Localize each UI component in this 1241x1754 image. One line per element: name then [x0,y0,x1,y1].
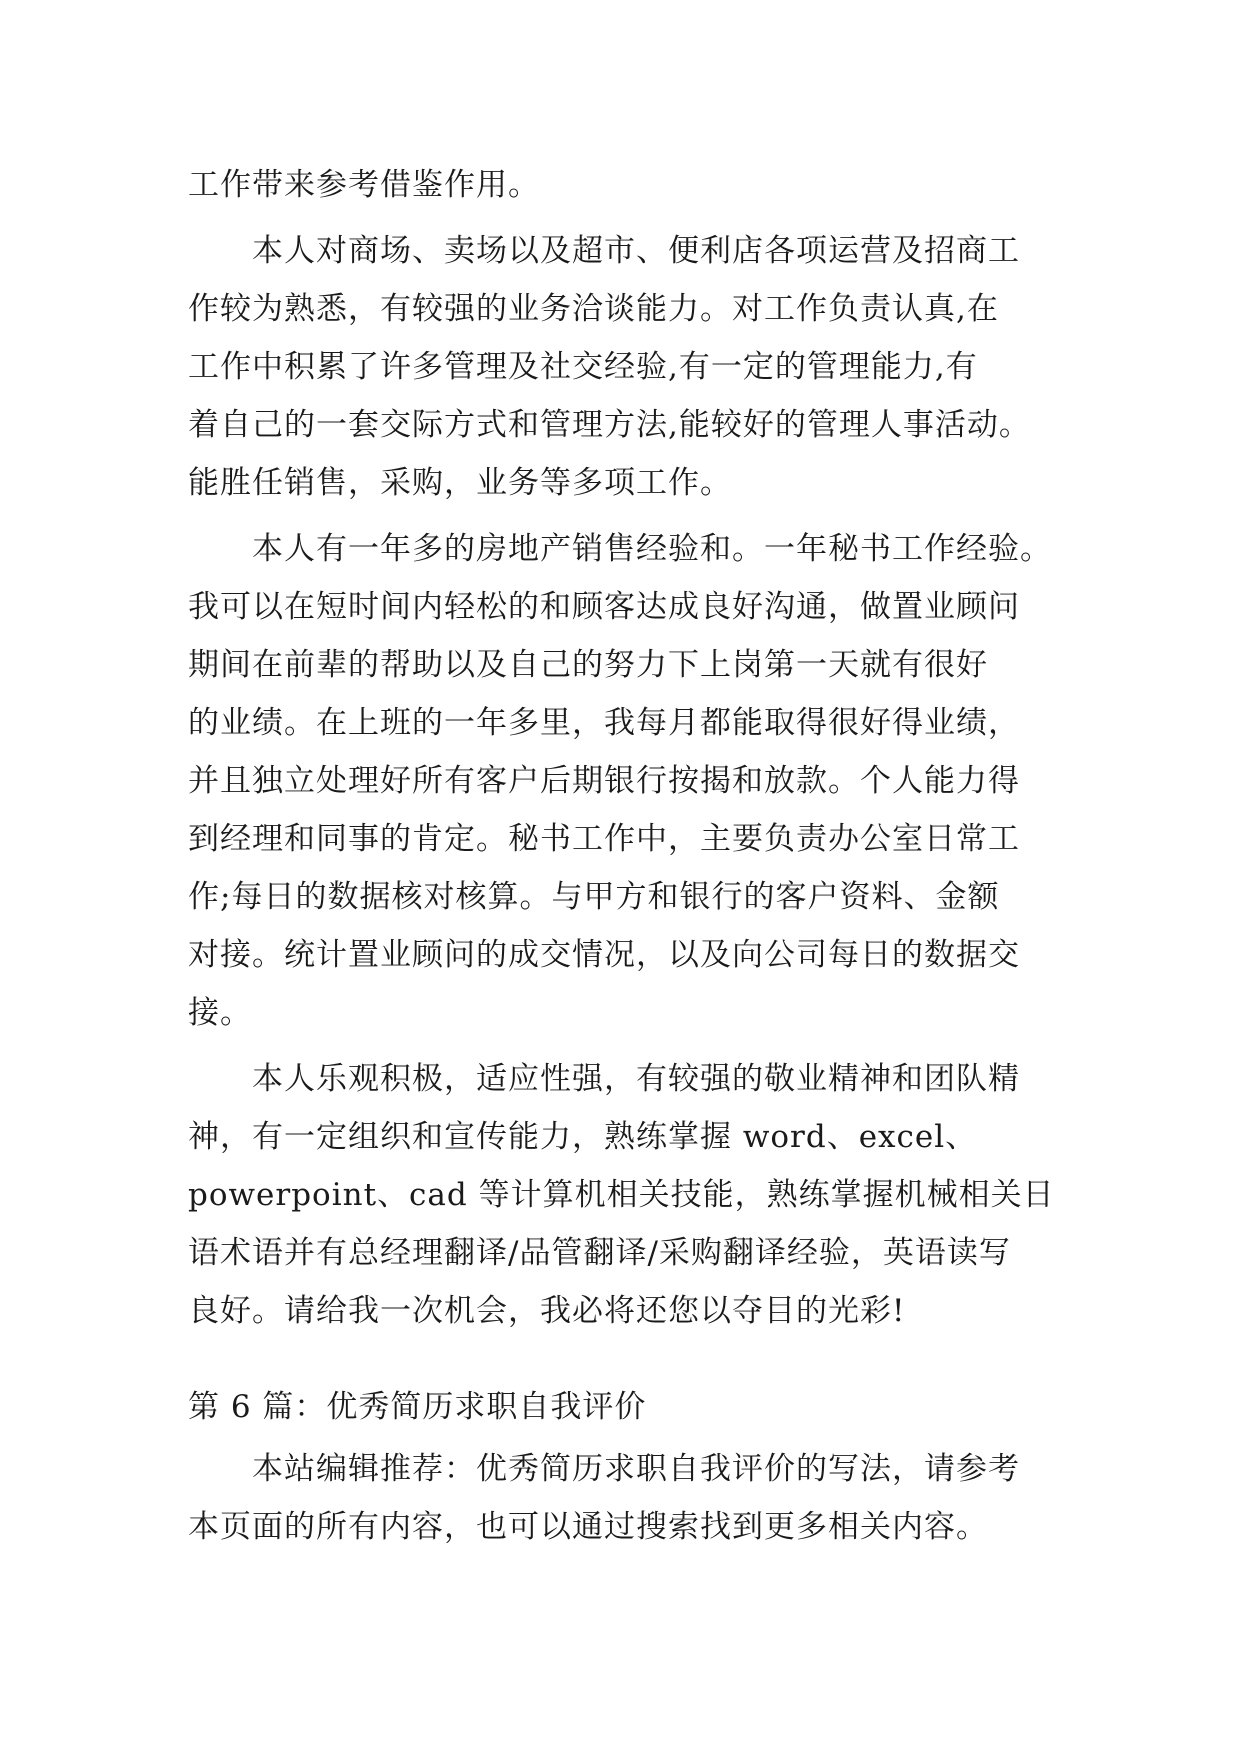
text-line: 的业绩。在上班的一年多里，我每月都能取得很好得业绩， [188,705,1020,741]
paragraph [188,520,1058,1042]
section-heading [188,1378,1058,1436]
section-title: 第 6 篇：优秀简历求职自我评价 [188,1389,647,1425]
text-line: 良好。请给我一次机会，我必将还您以夺目的光彩! [188,1293,906,1329]
text-line: 本人对商场、卖场以及超市、便利店各项运营及招商工 [252,233,1020,269]
text-line: powerpoint、cad 等计算机相关技能，熟练掌握机械相关日 [188,1177,1055,1213]
paragraph [188,222,1058,512]
text-line: 本页面的所有内容，也可以通过搜索找到更多相关内容。 [188,1509,988,1545]
text-line: 期间在前辈的帮助以及自己的努力下上岗第一天就有很好 [188,647,988,683]
paragraph [188,156,1058,214]
text-line: 对接。统计置业顾问的成交情况，以及向公司每日的数据交 [188,937,1020,973]
text-line: 工作中积累了许多管理及社交经验,有一定的管理能力,有 [188,349,978,385]
text-line: 本人乐观积极，适应性强，有较强的敬业精神和团队精 [252,1061,1020,1097]
text-line: 作;每日的数据核对核算。与甲方和银行的客户资料、金额 [188,879,1000,915]
text-line: 本人有一年多的房地产销售经验和。一年秘书工作经验。 [252,531,1052,567]
text-line: 我可以在短时间内轻松的和顾客达成良好沟通，做置业顾问 [188,589,1020,625]
text-line: 本站编辑推荐：优秀简历求职自我评价的写法，请参考 [252,1451,1020,1487]
text-line: 并且独立处理好所有客户后期银行按揭和放款。个人能力得 [188,763,1020,799]
text-line: 作较为熟悉，有较强的业务洽谈能力。对工作负责认真,在 [188,291,999,327]
paragraph [188,1440,1058,1556]
text-line: 能胜任销售，采购，业务等多项工作。 [188,465,732,501]
text-line: 到经理和同事的肯定。秘书工作中，主要负责办公室日常工 [188,821,1020,857]
text-line: 神，有一定组织和宣传能力，熟练掌握 word、excel、 [188,1119,978,1155]
text-line: 工作带来参考借鉴作用。 [188,167,540,203]
text-line: 语术语并有总经理翻译/品管翻译/采购翻译经验，英语读写 [188,1235,1011,1271]
document-body [188,156,1058,1556]
text-line: 着自己的一套交际方式和管理方法,能较好的管理人事活动。 [188,407,1031,443]
text-line: 接。 [188,995,252,1031]
paragraph [188,1050,1058,1340]
